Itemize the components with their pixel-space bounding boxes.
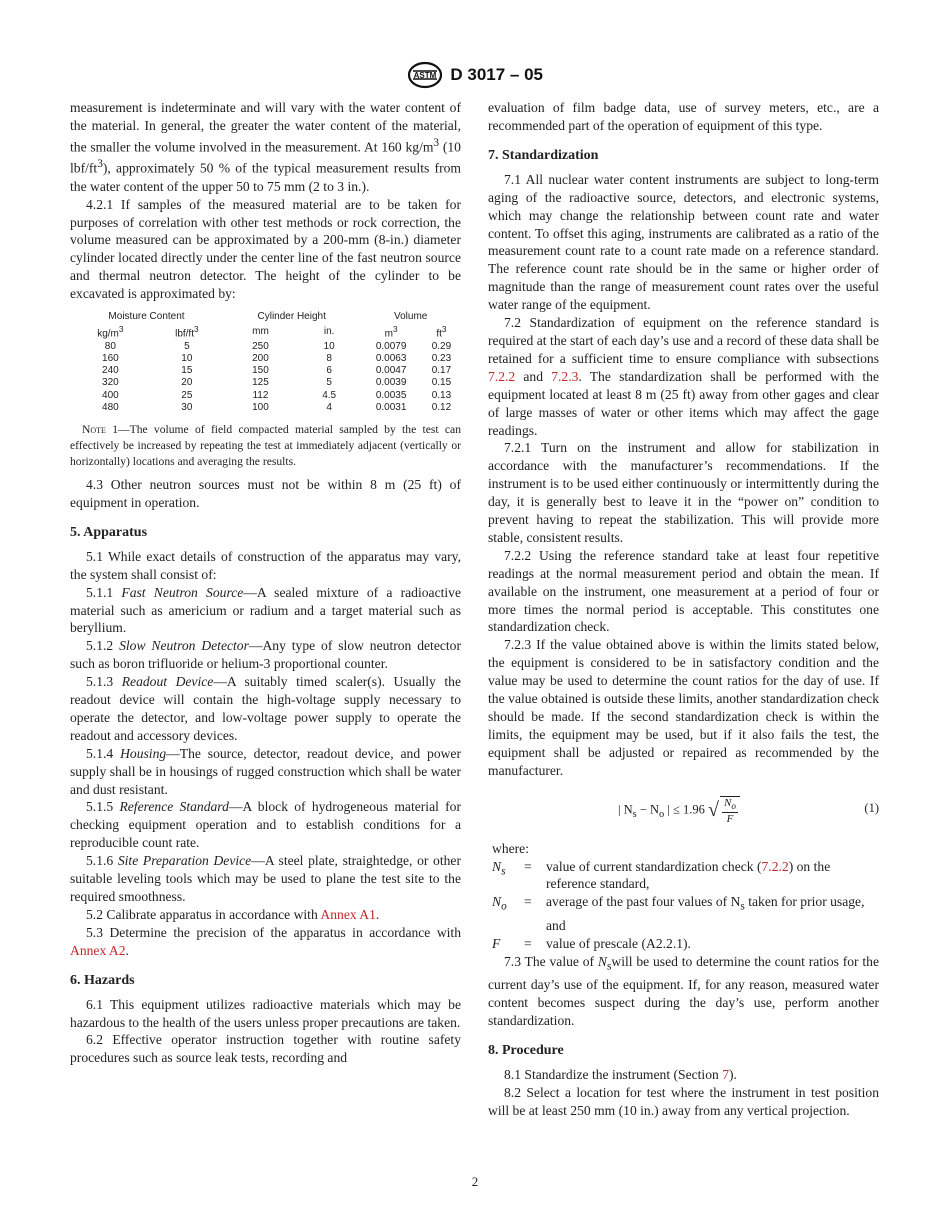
where-item-ns: $N_s$ = value of current standardization check (7.2.2) on the reference standard, bbox=[492, 858, 831, 892]
paragraph-8-1: 8.1 Standardize the instrument (Section 7). bbox=[504, 1067, 737, 1083]
section-5-heading: 5. Apparatus bbox=[70, 524, 148, 540]
unit-in: in. bbox=[323, 325, 335, 337]
unit-ft3: $ft^3$ bbox=[436, 324, 447, 340]
paragraph-7-2-1: 7.2.1 Turn on the instrument and allow for stabilization in accordance with the manufacturer’s recommendations. If the instrument is to be used either continuously or intermittently during the day, it is generally best to leave it in the “power on” condition to prevent having to repeat the stabilization. This will provide more stable, consistent results. bbox=[488, 440, 879, 545]
equation-number: (1) bbox=[864, 800, 879, 815]
equation-fraction: $\frac{N_o}{F}$ bbox=[723, 796, 736, 825]
ref-7-2-2-link[interactable]: 7.2.2 bbox=[488, 368, 516, 384]
paragraph-6-1: 6.1 This equipment utilizes radioactive materials which may be hazardous to the health of the users unless proper precautions are taken. bbox=[70, 996, 461, 1030]
where-label: where: bbox=[492, 840, 529, 856]
table-row: 160 10 200 8 0.0063 0.23 bbox=[102, 352, 452, 364]
unit-kgm3: $kg/m^3$ bbox=[97, 324, 124, 340]
header-moisture-content: Moisture Content bbox=[108, 311, 185, 323]
paragraph-5-1-1: 5.1.1 Fast Neutron Source—A sealed mixture of a radioactive material such as americium or radium and a target material such as beryllium. bbox=[70, 584, 461, 636]
table-row: 400 25 112 4.5 0.0035 0.13 bbox=[102, 389, 452, 401]
table-row: 80 5 250 10 0.0079 0.29 bbox=[104, 340, 452, 352]
section-8-heading: 8. Procedure bbox=[488, 1043, 564, 1059]
header-volume: Volume bbox=[394, 311, 428, 323]
section-6-heading: 6. Hazards bbox=[70, 972, 135, 988]
equation-expression: | $N_s - N_o$ | ≤ 1.96 √ $\frac{N_o}{F}$ bbox=[618, 796, 740, 825]
paragraph-7-2-2: 7.2.2 Using the reference standard take at least four repetitive readings at the normal measurement period and obtain the mean. If available on the instrument, one measurement at a period of four or more times the normal period is acceptable. This constitutes one standardization check. bbox=[488, 547, 879, 635]
paragraph-4-2-cont: measurement is indeterminate and will vary with the water content of the material. In general, the greater the water content of the material, the smaller the volume involved in the measurement. At 160 $kg/m^3$ (10 lbf/$ft^3$), approximately 50 % of the typical measurement results from the water content of the upper 50 to 75 mm (2 to 3 in.). bbox=[70, 100, 461, 194]
paragraph-7-2: 7.2 Standardization of equipment on the reference standard is required at the start of each day’s use and a record of these data shall be retained for a sufficient time to ensure compliance with subsections 7.2.2 and 7.2.3. The standardization shall be performed with the equipment located at least 8 m (25 ft) away from other gages and clear of large masses of water or other items which may affect the gage readings. bbox=[488, 315, 879, 438]
note-1: Note 1—The volume of field compacted material sampled by the test can effectively be increased by repeating the test at immediately adjacent (vertically or horizontally) locations and averaging the results. bbox=[70, 422, 461, 468]
paragraph-5-3: 5.3 Determine the precision of the apparatus in accordance with Annex A2. bbox=[70, 924, 461, 958]
paragraph-7-3: 7.3 The value of $N_swill$ be used to determine the count ratios for the current day’s use of the equipment. If, for any reason, measured water content becomes suspect during the day’s use, perform another standardization. bbox=[488, 953, 879, 1029]
equation-1 bbox=[488, 788, 879, 830]
header-cylinder-height: Cylinder Height bbox=[257, 311, 326, 323]
sqrt-icon: √ bbox=[708, 799, 719, 822]
document-id: D 3017 – 05 bbox=[450, 65, 544, 84]
where-item-no: $N_o$ = average of the past four values of $N_s$ taken for prior usage, and bbox=[492, 894, 865, 933]
where-item-f: F = value of prescale (A2.2.1). bbox=[492, 935, 691, 951]
paragraph-5-1-5: 5.1.5 Reference Standard—A block of hydrogeneous material for checking equipment operation and to establish conditions for a reproducible count rate. bbox=[70, 799, 461, 851]
paragraph-4-3: 4.3 Other neutron sources must not be within 8 m (25 ft) of equipment in operation. bbox=[70, 476, 461, 510]
table-row: 320 20 125 5 0.0039 0.15 bbox=[102, 377, 452, 389]
unit-mm: mm bbox=[252, 325, 269, 337]
table-row: 240 15 150 6 0.0047 0.17 bbox=[102, 365, 452, 377]
paragraph-5-1-6: 5.1.6 Site Preparation Device—A steel plate, straightedge, or other suitable leveling tools which may be used to plane the test site to the required smoothness. bbox=[70, 853, 461, 905]
ref-7-2-2-link[interactable]: 7.2.2 bbox=[761, 858, 789, 874]
page-header bbox=[0, 61, 950, 89]
paragraph-5-2: 5.2 Calibrate apparatus in accordance with Annex A1. bbox=[86, 906, 380, 922]
ref-7-2-3-link[interactable]: 7.2.3 bbox=[551, 368, 579, 384]
section-7-link[interactable]: 7 bbox=[722, 1067, 730, 1083]
paragraph-6-2: 6.2 Effective operator instruction together with routine safety procedures such as source leak tests, recording and bbox=[70, 1032, 461, 1066]
section-7-heading: 7. Standardization bbox=[488, 147, 599, 163]
svg-text:ASTM: ASTM bbox=[413, 71, 437, 80]
page-number: 2 bbox=[471, 1174, 479, 1189]
paragraph-8-2: 8.2 Select a location for test where the instrument in test position will be at least 250 mm (10 in.) away from any vertical projection. bbox=[488, 1085, 879, 1118]
paragraph-5-1-4: 5.1.4 Housing—The source, detector, readout device, and power supply shall be in housings of rugged construction which shall be water and dust resistant. bbox=[70, 745, 461, 797]
paragraph-7-2-3: 7.2.3 If the value obtained above is within the limits stated below, the equipment is considered to be in satisfactory condition and the value may be used to determine the count ratios for the day of use. If the value obtained is outside these limits, another standardization check should be made. If the second standardization check is within the limits, the equipment may be used, but if it also fails the test, the equipment shall be adjusted or repaired as recommended by the manufacturer. bbox=[488, 637, 879, 778]
paragraph-5-1: 5.1 While exact details of construction of the apparatus may vary, the system shall consist of: bbox=[70, 548, 461, 582]
annex-a1-link[interactable]: Annex A1 bbox=[320, 906, 376, 922]
paragraph-5-1-2: 5.1.2 Slow Neutron Detector—Any type of slow neutron detector such as boron trifluoride or helium-3 proportional counter. bbox=[70, 638, 461, 672]
table-group-header-row bbox=[70, 311, 461, 323]
paragraph-4-2-1: 4.2.1 If samples of the measured material are to be taken for purposes of correlation with other test methods or rock correction, the volume measured can be approximated by a 200-mm (8-in.) diameter cylinder located directly under the center line of the fast neutron source and thermal neutron detector. The height of the cylinder to be excavated is approximated by: bbox=[70, 196, 461, 302]
unit-m3: $m^3$ bbox=[384, 324, 398, 340]
cylinder-volume-table bbox=[70, 311, 461, 414]
right-column bbox=[488, 99, 879, 1120]
table-unit-row bbox=[70, 323, 461, 341]
left-column bbox=[70, 99, 461, 1067]
annex-a2-link[interactable]: Annex A2 bbox=[70, 942, 126, 958]
table-row: 480 30 100 4 0.0031 0.12 bbox=[102, 401, 452, 413]
paragraph-5-1-3: 5.1.3 Readout Device—A suitably timed scaler(s). Usually the readout device will contain the high-voltage supply necessary to operate the detector, and low-voltage power supply to operate the readout and accessory devices. bbox=[70, 674, 461, 743]
paragraph-7-1: 7.1 All nuclear water content instruments are subject to long-term aging of the radioactive source, detectors, and electronic systems, which may change the relationship between count rate and water content. To offset this aging, instruments are calibrated as a ratio of the measurement count rate to a count rate made on a reference standard. The reference count rate should be in the same or higher order of magnitude than the range of measurement count rates over the useful water range of the equipment. bbox=[488, 171, 879, 313]
paragraph-6-2-cont: evaluation of film badge data, use of survey meters, etc., are a recommended part of the operation of equipment of this type. bbox=[488, 100, 879, 133]
unit-lbfft3: lbf/$ft^3$ bbox=[175, 324, 199, 340]
astm-logo-icon bbox=[407, 61, 443, 89]
